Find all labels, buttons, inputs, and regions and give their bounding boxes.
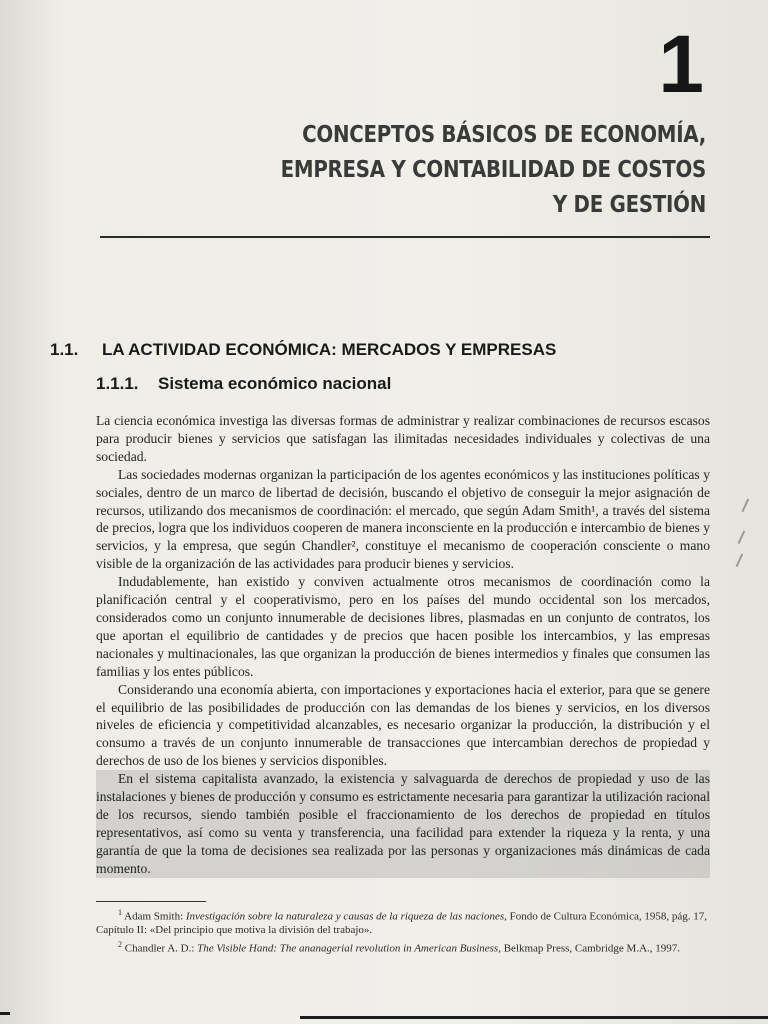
- subsection-title: Sistema económico nacional: [158, 374, 392, 393]
- chapter-divider: [100, 236, 710, 238]
- paragraph: Indudablemente, han existido y conviven actualmente otros mecanismos de coordinación como la planificación central y el cooperativismo, pero en los países del mundo occidental son los mercados, considerados como un conjunto innumerable de decisiones libres, plasmadas en un conjunto de contratos, los que aportan el equilibrio de cantidades y de precios que hacen posible los intercambios, y las empresas nacionales y multinacionales, las que organizan la producción de bienes intermedios y finales que consumen las familias y los entes públicos.: [96, 574, 710, 679]
- pencil-mark: [742, 499, 757, 516]
- paragraph: La ciencia económica investiga las diversas formas de administrar y realizar combinaciones de recursos escasos para producir bienes y servicios que satisfagan las ilimitadas necesidades individuales y colectivas de una sociedad.: [96, 413, 710, 464]
- chapter-number: 1: [658, 19, 704, 110]
- bottom-rule: [300, 1016, 768, 1019]
- paragraph: Considerando una economía abierta, con importaciones y exportaciones hacia el exterior, para que se genere el equilibrio de las posibilidades de producción con las demandas de los bienes y servicios, en los diversos niveles de eficiencia y competitividad alcanzables, es necesario organizar la producción, la distribución y el consumo a través de un conjunto innumerable de transacciones que intercambian derechos de propiedad y derechos de uso de los bienes y servicios disponibles.: [96, 681, 710, 769]
- section-number: 1.1.: [50, 340, 79, 359]
- section-title: LA ACTIVIDAD ECONÓMICA: MERCADOS Y EMPRESAS: [102, 340, 557, 359]
- subsection-number: 1.1.1.: [96, 374, 139, 393]
- paragraph: Las sociedades modernas organizan la participación de los agentes económicos y las instituciones políticas y sociales, dentro de un marco de libertad de decisión, buscando el objetivo de conseguir la mejor asignación de recursos, utilizando dos mecanismos de coordinación: el mercado, que según Adam Smith¹, a través del sistema de precios, logra que los individuos cooperen de manera inconsciente en la producción e intercambio de bienes y servicios, y la empresa, que según Chandler², constituye el mecanismo de cooperación consciente o mano visible de la organización de las actividades para producir bienes y servicios.: [96, 466, 710, 572]
- chapter-title-line: CONCEPTOS BÁSICOS DE ECONOMÍA,: [302, 122, 706, 148]
- footnotes: [96, 906, 716, 956]
- subsection-heading: [96, 374, 391, 394]
- footnote-2: $^2$ Chandler A. D.: The Visible Hand: The ananagerial revolution in American Business, Belkmap Press, Cambridge M.A., 1997.: [118, 939, 681, 955]
- scan-edge-mark: [0, 1012, 10, 1015]
- body-text: [96, 412, 710, 878]
- section-heading: [50, 340, 556, 360]
- footnote-1: $^1$ Adam Smith: Investigación sobre la naturaleza y causas de la riqueza de las naciones, Fondo de Cultura Económica, 1958, pág. 17, Capítulo II: «Del principio que motiva la división del trabajo».: [96, 908, 707, 937]
- chapter-title: [259, 118, 706, 223]
- pencil-mark: [738, 531, 753, 548]
- chapter-title-line: EMPRESA Y CONTABILIDAD DE COSTOS: [280, 157, 706, 183]
- pencil-mark: [736, 554, 751, 571]
- footnote-divider: [96, 901, 206, 902]
- chapter-title-line: Y DE GESTIÓN: [552, 192, 706, 218]
- highlighted-paragraph: En el sistema capitalista avanzado, la existencia y salvaguarda de derechos de propiedad y uso de las instalaciones y bienes de producción y consumo es estrictamente necesaria para garantizar la utilización racional de los recursos, siendo también posible el fraccionamiento de los derechos de propiedad en títulos representativos, así como su venta y transferencia, una facilidad para extender la riqueza y la renta, y una garantía de que la toma de decisiones sea realizada por las personas y organizaciones más dinámicas de cada momento.: [96, 771, 710, 876]
